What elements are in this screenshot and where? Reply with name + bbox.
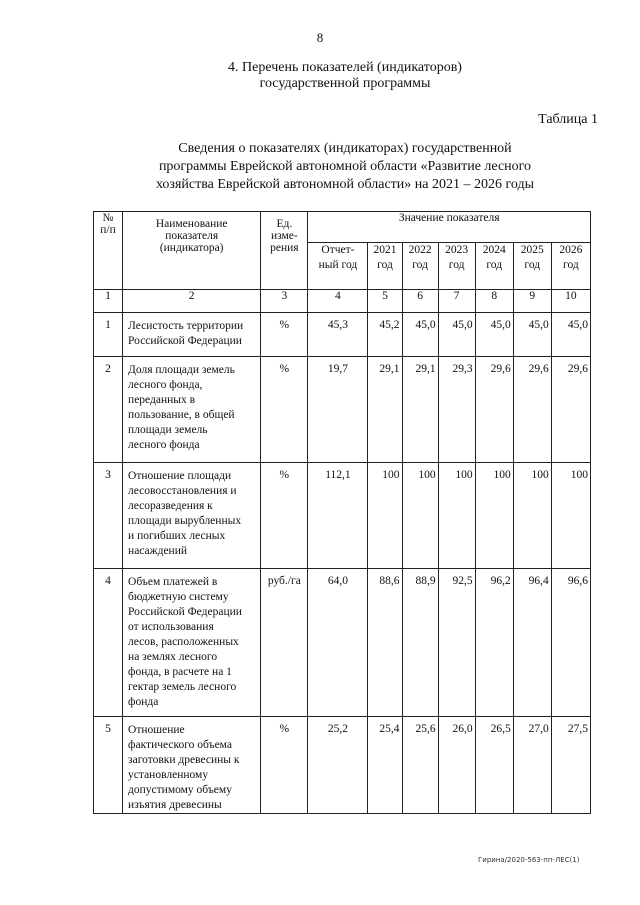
subheader-2024: 2024 год [475, 243, 513, 290]
indicator-value: 26,5 [475, 717, 513, 814]
caption-line: хозяйства Еврейской автономной области» на 2021 – 2026 годы [155, 177, 535, 192]
indicator-value: 45,2 [368, 313, 402, 357]
indicator-name-line: фактического объема [128, 739, 232, 751]
column-number: 8 [475, 290, 513, 313]
unit-value: % [261, 357, 308, 463]
indicator-name-line: площади вырубленных [128, 515, 242, 527]
indicator-name-line: Отношение площади [128, 470, 232, 482]
indicator-name-line: гектар земель лесного [128, 681, 237, 693]
table-caption [100, 140, 590, 194]
column-number: 7 [438, 290, 475, 313]
indicator-value: 100 [402, 463, 438, 569]
footer-stamp: Гирина/2020-563-пп-ЛЕС(1) [478, 856, 580, 864]
indicator-value: 96,2 [475, 569, 513, 717]
indicator-name-line: лесов, расположенных [128, 636, 239, 648]
indicator-value: 29,3 [438, 357, 475, 463]
indicator-name-line: площади земель [128, 424, 208, 436]
subheader-2021: 2021 год [368, 243, 402, 290]
indicator-value: 29,1 [368, 357, 402, 463]
indicator-value: 19,7 [308, 357, 368, 463]
indicator-name-line: заготовки древесины к [128, 754, 240, 766]
column-number: 5 [368, 290, 402, 313]
row-number: 5 [94, 717, 123, 814]
column-number: 2 [123, 290, 261, 313]
row-number: 2 [94, 357, 123, 463]
header-no: № п/п [94, 212, 123, 290]
table-row [94, 463, 591, 569]
table-row [94, 313, 591, 357]
column-number: 10 [551, 290, 590, 313]
indicator-value: 29,6 [513, 357, 551, 463]
indicator-value: 112,1 [308, 463, 368, 569]
page-number: 8 [316, 30, 324, 45]
header-name: Наименование показателя (индикатора) [123, 212, 261, 290]
column-number: 6 [402, 290, 438, 313]
indicator-name-line: Объем платежей в [128, 576, 218, 588]
subheader-2026: 2026 год [551, 243, 590, 290]
row-number: 1 [94, 313, 123, 357]
indicator-value: 88,9 [402, 569, 438, 717]
indicator-name-line: Лесистость территории [128, 320, 244, 332]
indicator-value: 88,6 [368, 569, 402, 717]
indicator-value: 29,6 [475, 357, 513, 463]
section-title [0, 60, 640, 92]
indicator-name-line: фонда [128, 696, 159, 708]
indicator-value: 45,3 [308, 313, 368, 357]
indicator-value: 100 [368, 463, 402, 569]
row-number: 3 [94, 463, 123, 569]
subheader-2022: 2022 год [402, 243, 438, 290]
section-title-line: государственной программы [259, 76, 431, 91]
indicator-value: 100 [438, 463, 475, 569]
indicator-value: 29,6 [551, 357, 590, 463]
indicator-value: 27,5 [551, 717, 590, 814]
indicator-value: 25,4 [368, 717, 402, 814]
unit-value: руб./га [261, 569, 308, 717]
table-row [94, 717, 591, 814]
indicator-value: 100 [475, 463, 513, 569]
indicator-name-line: допустимому объему [128, 784, 232, 796]
indicator-name [123, 357, 261, 463]
row-number: 4 [94, 569, 123, 717]
indicator-name-line: на землях лесного [128, 651, 218, 663]
indicator-value: 25,2 [308, 717, 368, 814]
indicator-name [123, 313, 261, 357]
column-number: 1 [94, 290, 123, 313]
indicator-name-line: насаждений [128, 545, 188, 557]
indicator-name-line: Российской Федерации [128, 606, 242, 618]
indicator-value: 100 [551, 463, 590, 569]
section-title-line: 4. Перечень показателей (индикаторов) [228, 60, 462, 75]
column-numbers-row [94, 290, 591, 313]
unit-value: % [261, 463, 308, 569]
indicators-table [93, 211, 591, 814]
column-number: 3 [261, 290, 308, 313]
header-unit: Ед. изме- рения [261, 212, 308, 290]
indicator-name [123, 569, 261, 717]
indicator-name-line: бюджетную систему [128, 591, 229, 603]
indicator-value: 45,0 [513, 313, 551, 357]
indicator-name-line: Доля площади земель [128, 364, 235, 376]
unit-value: % [261, 717, 308, 814]
subheader-report-year: Отчет- ный год [308, 243, 368, 290]
indicator-name-line: переданных в [128, 394, 196, 406]
indicator-value: 27,0 [513, 717, 551, 814]
indicator-value: 26,0 [438, 717, 475, 814]
indicator-name-line: и погибших лесных [128, 530, 226, 542]
column-number: 4 [308, 290, 368, 313]
indicator-name-line: от использования [128, 621, 214, 633]
indicator-name-line: установленному [128, 769, 209, 781]
subheader-2023: 2023 год [438, 243, 475, 290]
table-row [94, 569, 591, 717]
indicator-value: 45,0 [402, 313, 438, 357]
unit-value: % [261, 313, 308, 357]
indicator-name-line: Российской Федерации [128, 335, 242, 347]
indicator-name-line: лесного фонда [128, 439, 200, 451]
header-row [94, 212, 591, 243]
indicator-name [123, 717, 261, 814]
header-values: Значение показателя [308, 212, 591, 243]
table-row [94, 357, 591, 463]
indicator-value: 29,1 [402, 357, 438, 463]
indicator-name-line: фонда, в расчете на 1 [128, 666, 232, 678]
table-label: Таблица 1 [538, 112, 598, 127]
indicator-value: 64,0 [308, 569, 368, 717]
indicator-value: 100 [513, 463, 551, 569]
caption-line: Сведения о показателях (индикаторах) государственной [178, 141, 512, 156]
indicator-value: 96,6 [551, 569, 590, 717]
indicator-value: 45,0 [551, 313, 590, 357]
indicator-name-line: пользование, в общей [128, 409, 235, 421]
indicator-value: 92,5 [438, 569, 475, 717]
indicator-value: 25,6 [402, 717, 438, 814]
indicator-name-line: лесоразведения к [128, 500, 213, 512]
column-number: 9 [513, 290, 551, 313]
indicator-value: 96,4 [513, 569, 551, 717]
indicator-value: 45,0 [438, 313, 475, 357]
subheader-2025: 2025 год [513, 243, 551, 290]
indicator-name-line: Отношение [128, 724, 185, 736]
indicator-name-line: лесного фонда, [128, 379, 203, 391]
caption-line: программы Еврейской автономной области «Развитие лесного [158, 159, 532, 174]
indicator-name [123, 463, 261, 569]
indicator-name-line: изъятия древесины [128, 799, 222, 811]
indicator-name-line: лесовосстановления и [128, 485, 237, 497]
indicator-value: 45,0 [475, 313, 513, 357]
